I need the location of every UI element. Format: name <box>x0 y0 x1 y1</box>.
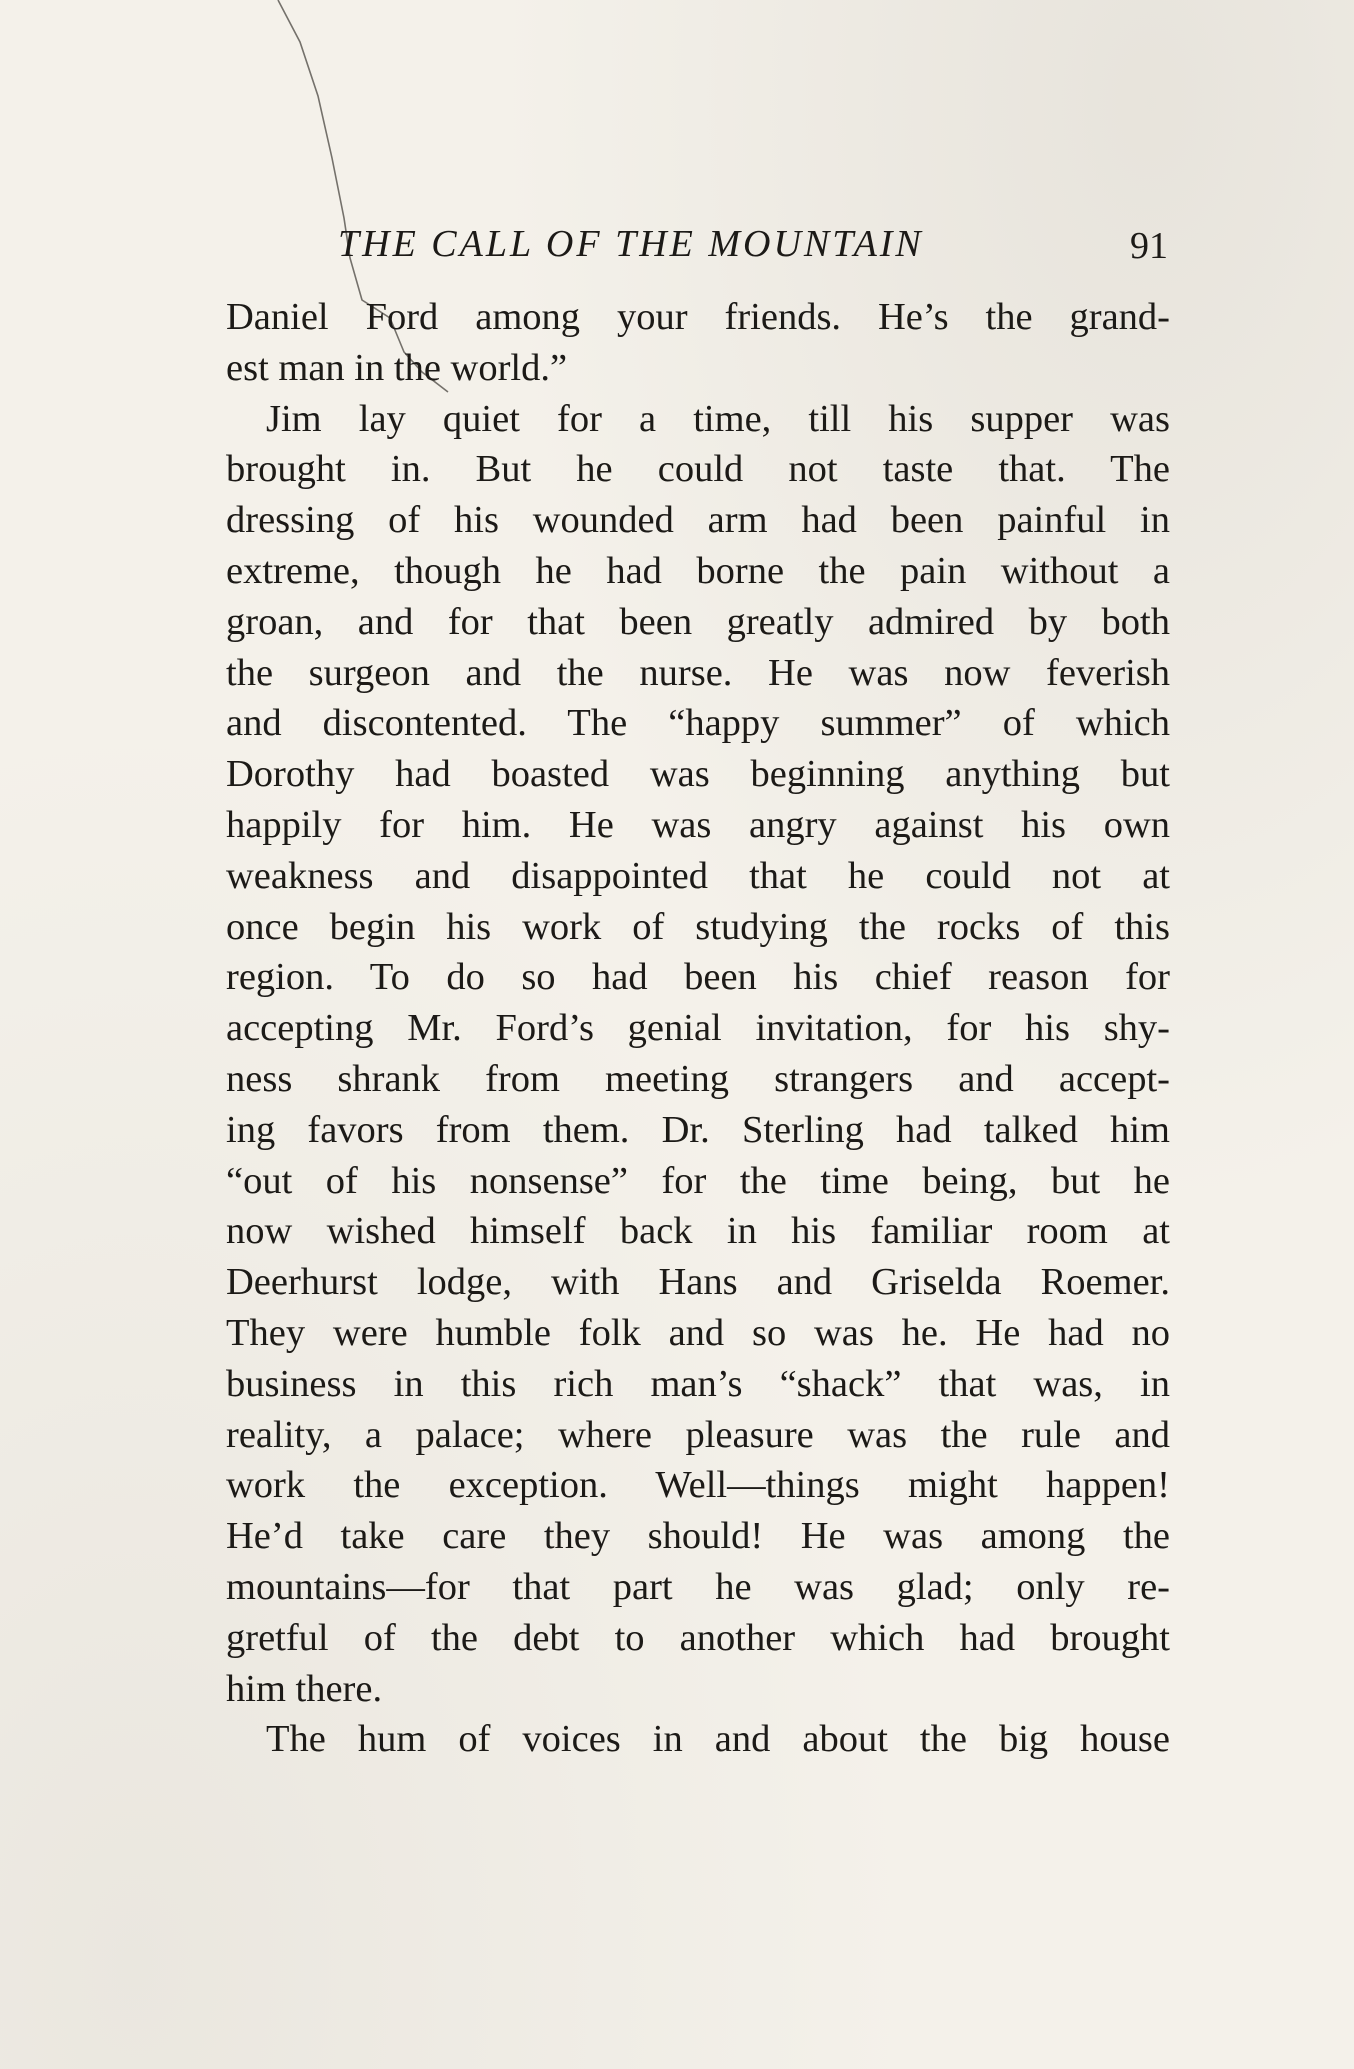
text-line: business in this rich man’s “shack” that was, in <box>226 1362 1170 1405</box>
text-line: “out of his nonsense” for the time being, but he <box>226 1159 1170 1202</box>
text-line: groan, and for that been greatly admired by both <box>226 600 1170 643</box>
text-line: They were humble folk and so was he. He had no <box>226 1311 1170 1354</box>
text-line: Daniel Ford among your friends. He’s the grand- <box>226 296 1170 338</box>
body-text <box>226 292 1170 1765</box>
page-number: 91 <box>1130 225 1168 267</box>
text-line: once begin his work of studying the rocks of this <box>226 905 1170 948</box>
text-line: accepting Mr. Ford’s genial invitation, for his shy- <box>226 1007 1170 1050</box>
text-line: Deerhurst lodge, with Hans and Griselda Roemer. <box>226 1261 1170 1304</box>
text-line: gretful of the debt to another which had brought <box>226 1616 1170 1659</box>
text-line: ing favors from them. Dr. Sterling had talked him <box>226 1108 1170 1151</box>
running-header <box>338 222 1168 282</box>
text-line: He’d take care they should! He was among the <box>226 1515 1170 1558</box>
text-line: him there. <box>226 1667 383 1710</box>
text-line: The hum of voices in and about the big house <box>266 1718 1170 1761</box>
text-line: Jim lay quiet for a time, till his supper was <box>266 397 1170 440</box>
text-line: weakness and disappointed that he could not at <box>226 854 1170 897</box>
text-line: reality, a palace; where pleasure was the rule and <box>226 1413 1170 1456</box>
text-line: mountains—for that part he was glad; only re- <box>226 1565 1170 1608</box>
text-line: happily for him. He was angry against his own <box>226 803 1170 846</box>
text-line: dressing of his wounded arm had been painful in <box>226 499 1170 542</box>
text-line: est man in the world.” <box>226 346 568 389</box>
text-line: region. To do so had been his chief reason for <box>226 956 1170 999</box>
text-line: now wished himself back in his familiar room at <box>226 1210 1170 1253</box>
text-line: Dorothy had boasted was beginning anything but <box>226 753 1170 796</box>
text-line: work the exception. Well—things might happen! <box>226 1464 1170 1507</box>
text-line: extreme, though he had borne the pain without a <box>226 549 1170 592</box>
text-line: brought in. But he could not taste that. The <box>226 448 1170 491</box>
text-line: ness shrank from meeting strangers and accept- <box>226 1057 1170 1100</box>
text-line: and discontented. The “happy summer” of which <box>226 702 1170 745</box>
text-line: the surgeon and the nurse. He was now feverish <box>226 651 1170 694</box>
running-title: THE CALL OF THE MOUNTAIN <box>338 223 924 265</box>
